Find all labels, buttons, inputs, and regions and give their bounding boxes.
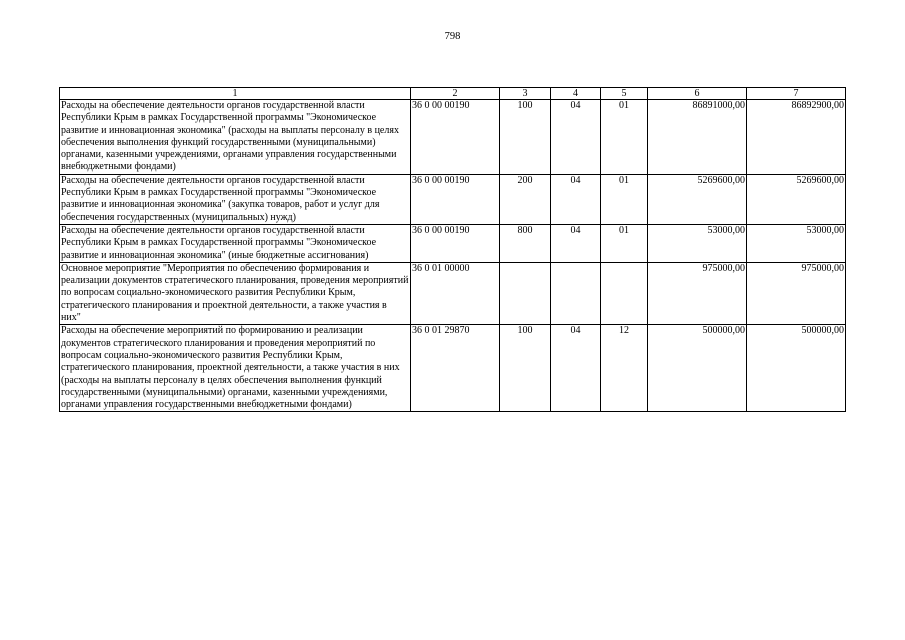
section-code: [551, 262, 601, 324]
table-row: [60, 325, 846, 412]
table-row: [60, 224, 846, 262]
section-code: 04: [551, 325, 601, 412]
expense-type-code: 100: [500, 100, 551, 175]
section-code: 04: [551, 224, 601, 262]
amount-col7: 53000,00: [747, 224, 846, 262]
amount-col6: 975000,00: [648, 262, 747, 324]
expense-type-code: 100: [500, 325, 551, 412]
section-code: 04: [551, 100, 601, 175]
amount-col7: 500000,00: [747, 325, 846, 412]
column-header: 1: [60, 88, 411, 100]
column-header: 4: [551, 88, 601, 100]
row-description: Расходы на обеспечение деятельности органов государственной власти Республики Крым в рамках Государственной программы "Экономическое развитие и инновационная экономика" (закупка товаров, работ и услуг для обеспечения государственных (муниципальных) нужд): [60, 174, 411, 224]
subsection-code: 01: [601, 100, 648, 175]
table-row: [60, 174, 846, 224]
subsection-code: 12: [601, 325, 648, 412]
amount-col6: 500000,00: [648, 325, 747, 412]
column-header: 5: [601, 88, 648, 100]
target-article-code: 36 0 00 00190: [411, 100, 500, 175]
expense-type-code: 200: [500, 174, 551, 224]
subsection-code: 01: [601, 174, 648, 224]
table-row: [60, 262, 846, 324]
row-description: Расходы на обеспечение деятельности органов государственной власти Республики Крым в рамках Государственной программы "Экономическое развитие и инновационная экономика" (иные бюджетные ассигнования): [60, 224, 411, 262]
column-header: 6: [648, 88, 747, 100]
section-code: 04: [551, 174, 601, 224]
page-number: 798: [444, 31, 461, 42]
expense-type-code: 800: [500, 224, 551, 262]
column-header: 7: [747, 88, 846, 100]
amount-col7: 975000,00: [747, 262, 846, 324]
subsection-code: [601, 262, 648, 324]
expense-type-code: [500, 262, 551, 324]
amount-col6: 5269600,00: [648, 174, 747, 224]
target-article-code: 36 0 01 00000: [411, 262, 500, 324]
subsection-code: 01: [601, 224, 648, 262]
budget-table: [59, 87, 846, 412]
target-article-code: 36 0 00 00190: [411, 174, 500, 224]
row-description: Расходы на обеспечение деятельности органов государственной власти Республики Крым в рамках Государственной программы "Экономическое развитие и инновационная экономика" (расходы на выплаты персоналу в целях обеспечения выполнения функций государственными (муниципальными) органами, казенными учреждениями, органами управления государственными внебюджетными фондами): [60, 100, 411, 175]
table-header-row: [60, 88, 846, 100]
target-article-code: 36 0 00 00190: [411, 224, 500, 262]
table-row: [60, 100, 846, 175]
target-article-code: 36 0 01 29870: [411, 325, 500, 412]
amount-col7: 5269600,00: [747, 174, 846, 224]
row-description: Расходы на обеспечение мероприятий по формированию и реализации документов стратегического планирования и проведения мероприятий по вопросам социально-экономического развития Республики Крым, стратегического планирования, проектной деятельности, а также участия в них (расходы на выплаты персоналу в целях обеспечения выполнения функций государственными (муниципальными) органами, казенными учреждениями, органами управления государственными внебюджетными фондами): [60, 325, 411, 412]
amount-col7: 86892900,00: [747, 100, 846, 175]
amount-col6: 86891000,00: [648, 100, 747, 175]
row-description: Основное мероприятие "Мероприятия по обеспечению формирования и реализации документов стратегического планирования, проведения мероприятий по вопросам социально-экономического развития Республики Крым, стратегического планирования и проектной деятельности, а также участия в них": [60, 262, 411, 324]
column-header: 2: [411, 88, 500, 100]
amount-col6: 53000,00: [648, 224, 747, 262]
column-header: 3: [500, 88, 551, 100]
